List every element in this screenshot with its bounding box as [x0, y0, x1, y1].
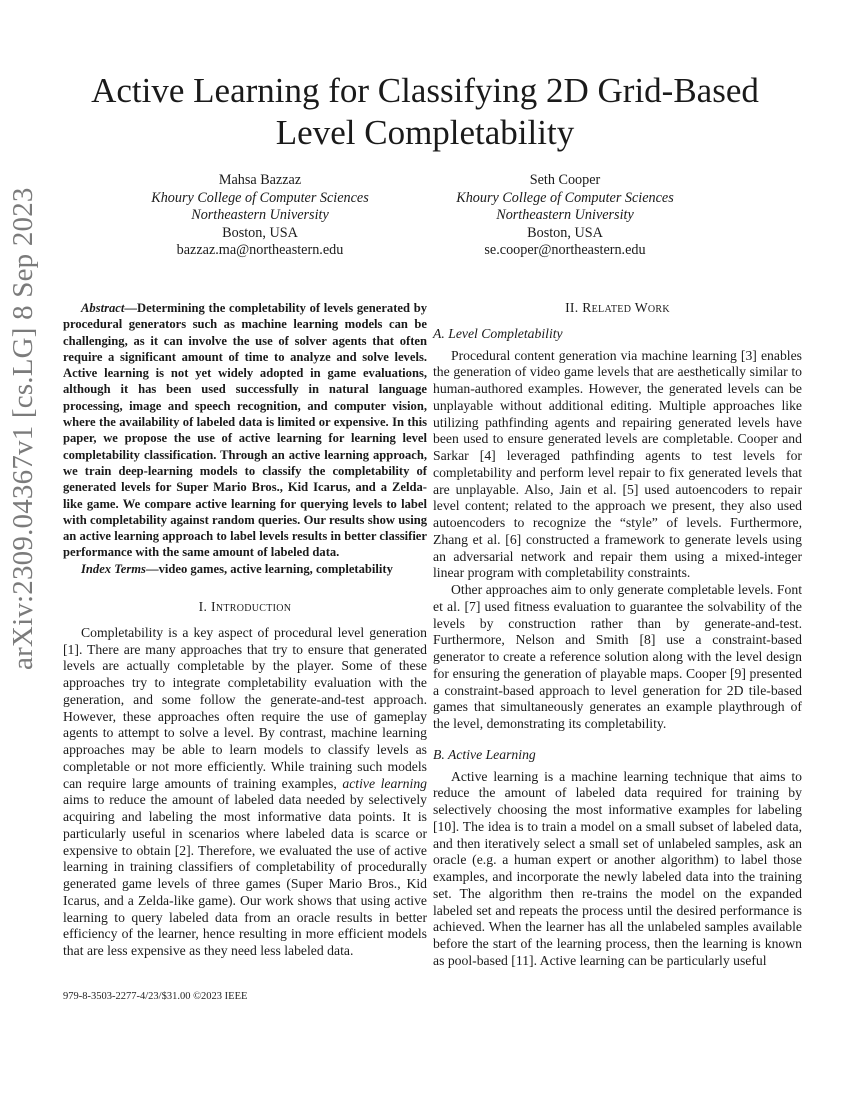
arxiv-stamp-text: arXiv:2309.04367v1 [cs.LG] 8 Sep 2023: [7, 187, 39, 670]
related-paragraph-2: Other approaches aim to only generate completable levels. Font et al. [7] used fitness evaluation to guarantee the solvability of the levels by construction rather than by generate-and-test. Furthermore, Nelson and Smith [8] use a constraint-based generator to create a reference solution along with the level design for ensuring the generation of playable maps. Cooper [9] presented a constraint-based approach to level generation for 2D tile-based games that simultaneously generates an example playthrough of the level, demonstrating its completability.: [433, 582, 802, 731]
index-terms: [63, 561, 427, 577]
author-location: Boston, USA: [527, 224, 603, 241]
intro-text-b: aims to reduce the amount of labeled data needed by selectively acquiring and labeling the most informative data points. It is particularly useful in scenarios where labeled data is scarce or expensive to obtain [2]. Therefore, we evaluated the use of active learning in training classifiers of completability of procedurally generated game levels of three games (Super Mario Bros., Kid Icarus, and a Zelda-like game). Our work shows that using active learning to query labeled data from an oracle results in better efficiency of the learner, hence resulting in more efficient models that are less expensive as they need less labeled data.: [63, 792, 427, 959]
right-column: [433, 300, 802, 970]
section-heading-introduction: I. Introduction: [198, 599, 292, 615]
left-column: [63, 300, 427, 960]
related-paragraph-1: Procedural content generation via machine learning [3] enables the generation of video game levels that are aesthetically similar to human-authored examples. However, the generated levels can be unplayable without additional editing. Multiple approaches like utilizing pathfinding agents and repairing generated levels have been used to ensure generated levels are completable. Cooper and Sarkar [4] leveraged pathfinding agents to test levels for completability and perform level repair to fix generated levels that are unplayable. Also, Jain et al. [5] used autoencoders to repair level content; related to the approach we present, they also used autoencoders to recognize the “style” of levels. Furthermore, Zhang et al. [6] constructed a framework to generate levels using an adversarial network and repair them using a mixed-integer linear program with completability constraints.: [433, 347, 802, 581]
abstract-label: Abstract: [81, 301, 125, 315]
subsection-heading-active-learning: B. Active Learning: [433, 746, 536, 762]
author-institution: Northeastern University: [191, 207, 329, 223]
author-email: se.cooper@northeastern.edu: [484, 242, 646, 258]
author-email: bazzaz.ma@northeastern.edu: [176, 242, 344, 258]
copyright-notice: 979-8-3503-2277-4/23/$31.00 ©2023 IEEE: [63, 991, 248, 1002]
abstract: [63, 300, 427, 561]
author-block-2: [415, 172, 715, 260]
abstract-text: —Determining the completability of levels generated by procedural generators such as machine learning models can be challenging, as it can involve the use of solver agents that often require a significant amount of time to analyze and solve levels. Active learning is not yet widely adopted in game evaluations, although it has been used successfully in natural language processing, image and speech recognition, and computer vision, where the availability of labeled data is limited or expensive. In this paper, we propose the use of active learning for learning level completability classification. Through an active learning approach, we train deep-learning models to classify the completability of generated levels for Super Mario Bros., Kid Icarus, and a Zelda-like game. We compare active learning for querying levels to label with completability against random queries. Our results show using an active learning approach to label levels results in better classifier performance with the same amount of labeled data.: [63, 301, 427, 560]
intro-text-a: Completability is a key aspect of procedural level generation [1]. There are many approaches that try to ensure that generated levels are actually completable by the player. Some of these approaches try to integrate completability evaluation with the generation, and some follow the generate-and-test approach. However, these approaches often require the use of gameplay agents to attempt to solve a level. By contrast, machine learning approaches may be able to learn models to classify levels as completable or not more efficiently. While training such models can require large amounts of training examples,: [63, 624, 427, 791]
author-institution: Northeastern University: [496, 207, 634, 223]
author-name: Mahsa Bazzaz: [218, 172, 302, 188]
author-name: Seth Cooper: [529, 172, 601, 188]
paper-title: [60, 70, 790, 154]
subsection-heading-level-completability: A. Level Completability: [433, 325, 563, 341]
intro-emphasis: active learning: [342, 775, 428, 791]
title-line-2: Level Completability: [275, 113, 575, 152]
intro-paragraph: [63, 625, 427, 960]
index-terms-text: —video games, active learning, completability: [145, 561, 393, 576]
title-line-1: Active Learning for Classifying 2D Grid-Based: [91, 71, 759, 110]
section-heading-related-work: II. Related Work: [565, 300, 670, 315]
author-department: Khoury College of Computer Sciences: [456, 189, 674, 206]
arxiv-stamp: [4, 187, 46, 670]
author-department: Khoury College of Computer Sciences: [151, 189, 369, 206]
index-terms-label: Index Terms: [81, 561, 146, 576]
active-learning-paragraph: Active learning is a machine learning technique that aims to reduce the amount of labeled data required for training by selectively choosing the most informative examples for labeling [10]. The idea is to train a model on a small subset of labeled data, and then iteratively select a small set of unlabeled samples, ask an oracle (e.g. a human expert or another algorithm) to label those examples, and incorporate the newly labeled data into the training set. The algorithm then re-trains the model on the expanded labeled set and repeats the process until the desired performance is achieved. When the learner has all the unlabeled samples available before the start of the learning process, then the learning is known as pool-based [11]. Active learning can be particularly useful: [433, 768, 802, 968]
author-block-1: [110, 172, 410, 260]
author-location: Boston, USA: [222, 224, 298, 241]
